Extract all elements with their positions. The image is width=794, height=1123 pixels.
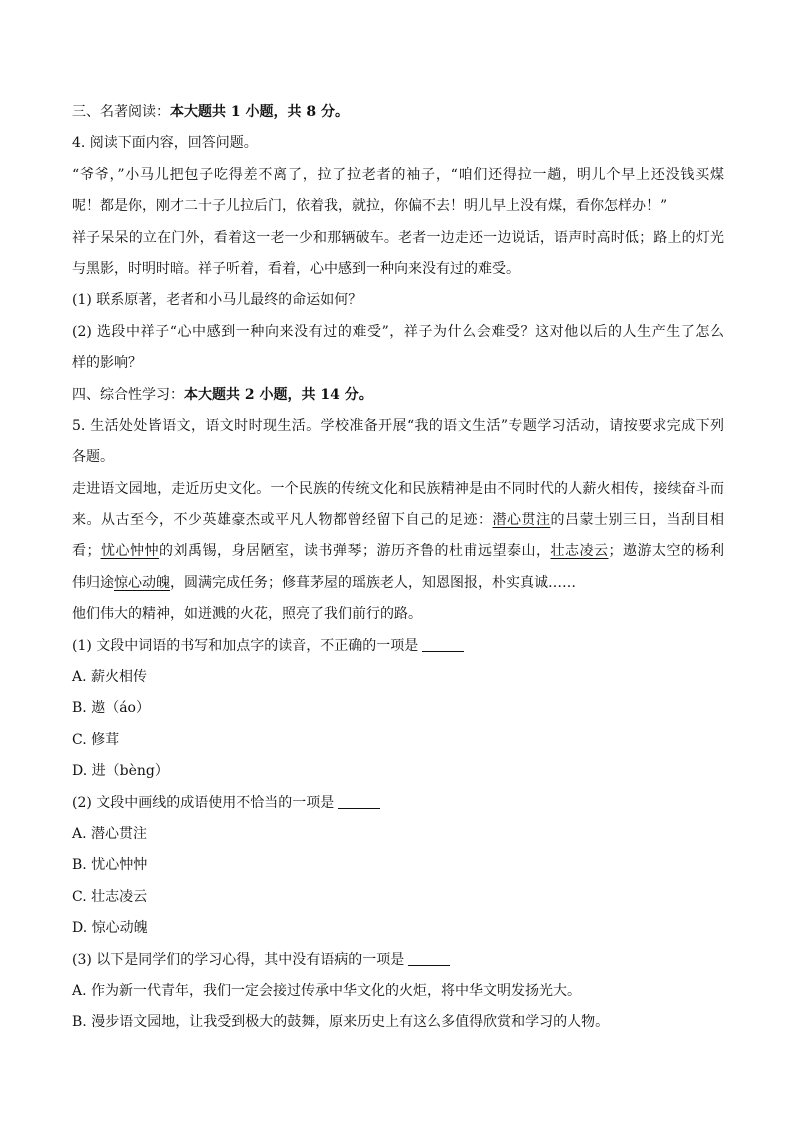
answer-blank [338,794,380,809]
text-span: 来。从古至今，不少英雄豪杰或平凡人物都曾经留下自己的足迹： [72,512,493,529]
section-4-heading [72,385,724,405]
q5-paragraph-line: 走进语文园地，走近历史文化。一个民族的传统文化和民族精神是由不同时代的人薪火相传，接续奋斗而 [72,480,724,497]
option: D. 进（bèng） [72,763,169,780]
q4-sub-question-1: (1) 联系原著，老者和小马儿最终的命运如何？ [72,292,363,309]
option: C. 修茸 [72,731,120,748]
q5-paragraph-line [72,573,724,593]
q4-sub-question-2-cont: 样的影响？ [72,355,142,372]
sub-question-text: (1) 文段中词语的书写和加点字的读音，不正确的一项是 [72,637,419,654]
q5-paragraph-line [72,510,724,530]
option: A. 潜心贯注 [72,825,148,842]
underlined-idiom: 壮志凌云 [550,543,609,560]
q5-sub-question-3 [72,950,724,970]
page-content [72,102,724,1044]
section-3-title: 三、名著阅读： [72,104,170,120]
question-4-stem: 4. 阅读下面内容，回答问题。 [72,135,258,152]
option: C. 壮志凌云 [72,888,148,905]
q5-paragraph-line: 他们伟大的精神，如迸溅的火花，照亮了我们前行的路。 [72,606,422,623]
option: A. 薪火相传 [72,669,148,686]
option: B. 遨（áo） [72,700,150,717]
underlined-idiom: 潜心贯注 [492,512,551,529]
answer-blank [408,951,450,966]
question-5-stem-cont: 各题。 [72,449,114,466]
section-4-title: 四、综合性学习： [72,386,184,403]
sub-question-text: (2) 文段中画线的成语使用不恰当的一项是 [72,794,335,811]
q4-passage-line: 呢！都是你，刚才二十子儿拉后门，依着我，就拉，你偏不去！明儿早上没有煤，看你怎样办！” [72,198,668,215]
text-span: ，圆满完成任务；修葺茅屋的瑶族老人，知恩图报，朴实真诚…… [170,574,576,591]
q4-passage-line: 与黑影，时明时暗。祥子听着，看着，心中感到一种向来没有过的难受。 [72,260,520,277]
text-span: 的吕蒙士别三日，当刮目相 [550,512,724,529]
q5-paragraph-line [72,541,724,561]
q4-passage-line: “爷爷，”小马儿把包子吃得差不离了，拉了拉老者的袖子，“咱们还得拉一趟，明儿个早上还没钱买煤 [72,166,724,183]
section-3-score: 本大题共 1 小题，共 8 分。 [170,104,349,120]
option: B. 忧心忡忡 [72,857,148,874]
text-span: 伟归途 [72,574,114,591]
answer-blank [422,637,464,652]
q5-sub-question-1 [72,636,724,656]
q5-sub-question-2 [72,793,724,813]
option: B. 漫步语文园地，让我受到极大的鼓舞，原来历史上有这么多值得欣赏和学习的人物。 [72,1014,610,1031]
underlined-idiom: 惊心动魄 [114,574,170,591]
option: A. 作为新一代青年，我们一定会接过传承中华文化的火炬，将中华文明发扬光大。 [72,982,582,999]
section-3-heading [72,102,724,122]
text-span: 看； [72,543,101,560]
sub-question-text: (3) 以下是同学们的学习心得，其中没有语病的一项是 [72,951,405,968]
text-span: ；遨游太空的杨利 [608,543,724,560]
question-5-stem: 5. 生活处处皆语文，语文时时现生活。学校准备开展“我的语文生活”专题学习活动，请按要求完成下列 [72,417,724,434]
section-4-score: 本大题共 2 小题，共 14 分。 [184,386,373,403]
q4-passage-line: 祥子呆呆的立在门外，看着这一老一少和那辆破车。老者一边走还一边说话，语声时高时低；路上的灯光 [72,229,724,246]
option: D. 惊心动魄 [72,920,148,937]
underlined-idiom: 忧心忡忡 [100,543,159,560]
q4-sub-question-2: (2) 选段中祥子“心中感到一种向来没有过的难受”，祥子为什么会难受？这对他以后的人生产生了怎么 [72,323,724,340]
text-span: 的刘禹锡，身居陋室，读书弹琴；游历齐鲁的杜甫远望泰山， [159,543,551,560]
